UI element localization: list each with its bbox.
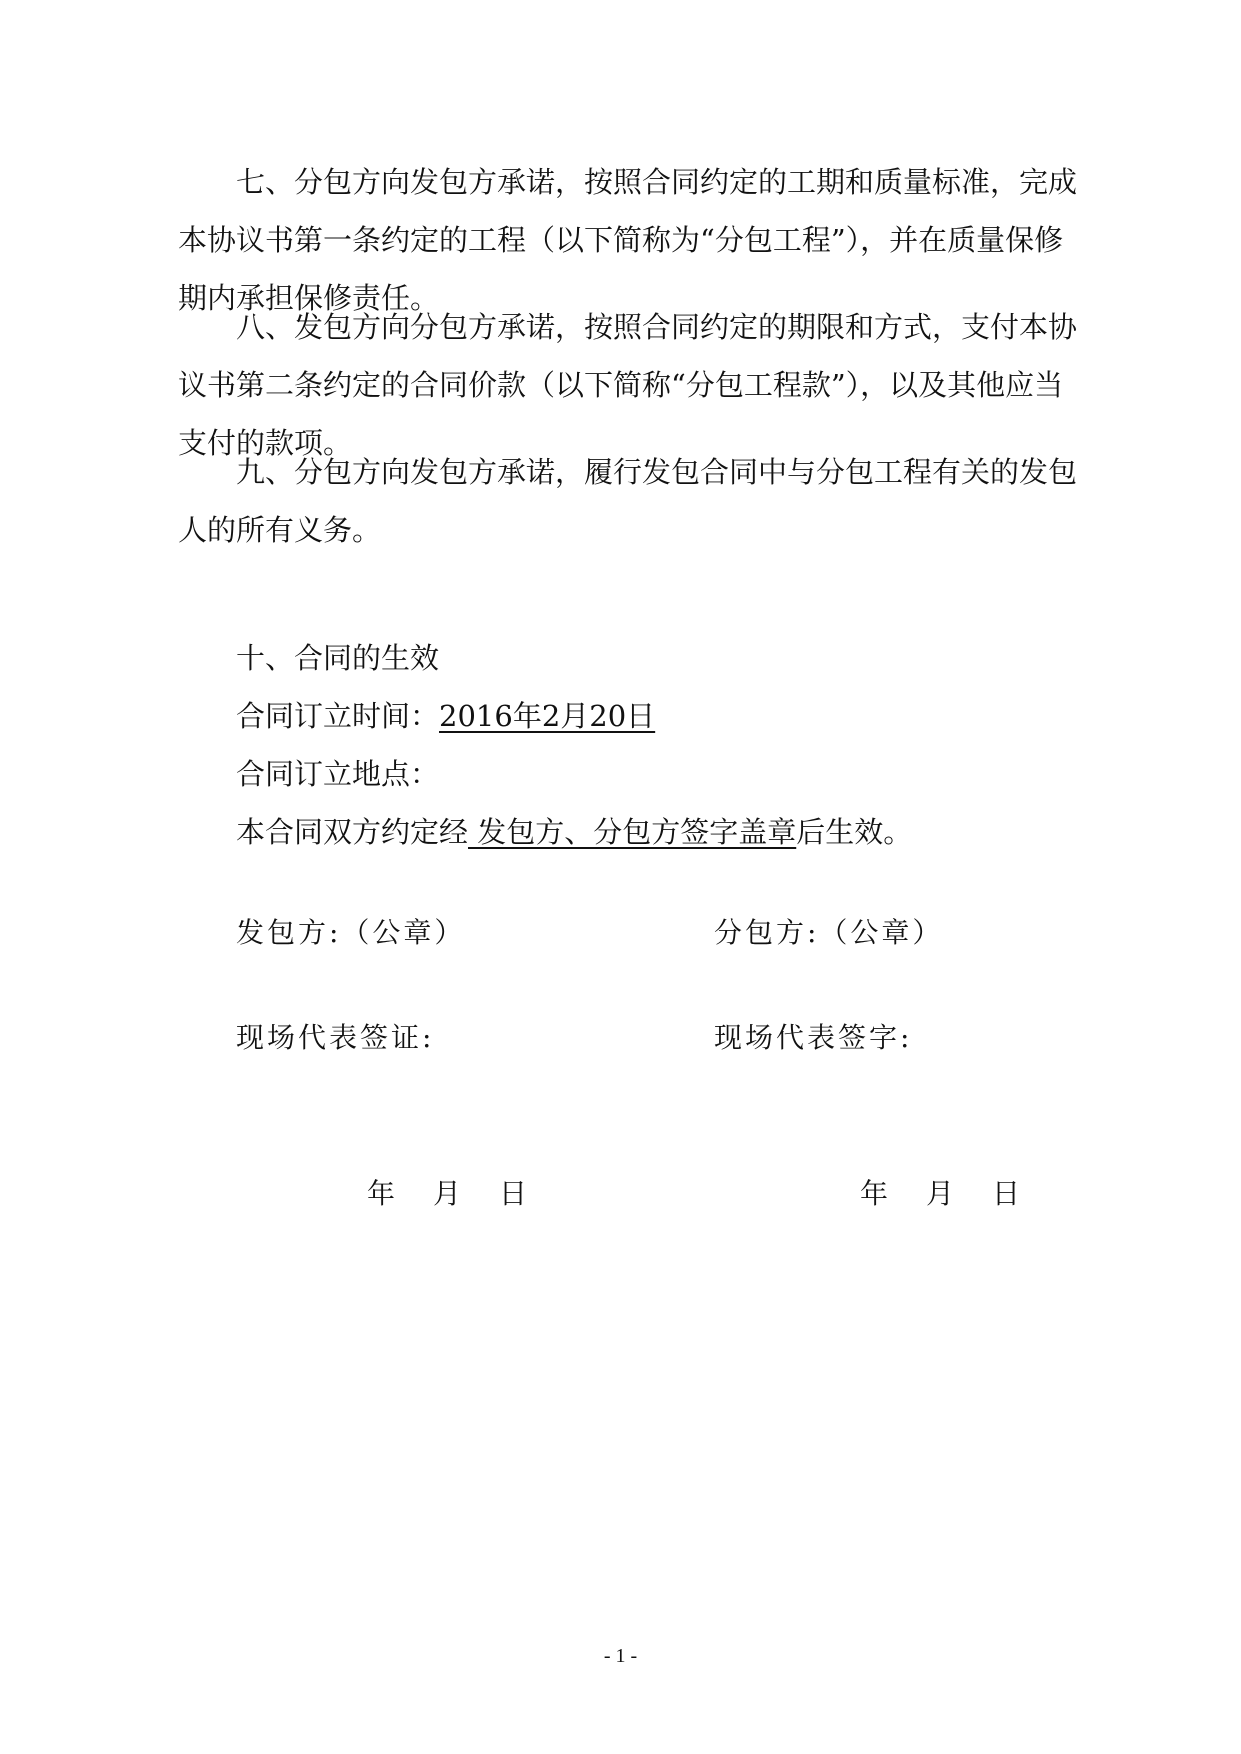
subcontractor-party-label: 分包方:（公章） <box>714 916 944 949</box>
effect-value: 发包方、分包方签字盖章 <box>468 815 797 849</box>
effect-prefix: 本合同双方约定经 <box>236 815 469 849</box>
signing-time-line <box>236 696 655 736</box>
subcontractor-date-month: 月 <box>926 1177 955 1210</box>
contractor-date-line <box>367 1172 527 1212</box>
effect-line <box>236 812 912 852</box>
subcontractor-date-line <box>860 1172 1020 1212</box>
clause-eight: 八、发包方向分包方承诺，按照合同约定的期限和方式，支付本协议书第二条约定的合同价款（以下简称“分包工程款”），以及其他应当支付的款项。 <box>178 310 1078 460</box>
clause-nine: 九、分包方向发包方承诺，履行发包合同中与分包工程有关的发包人的所有义务。 <box>178 455 1078 547</box>
contractor-date-day: 日 <box>499 1177 528 1210</box>
effect-suffix: 后生效。 <box>796 815 913 849</box>
contractor-rep-label: 现场代表签证: <box>236 1021 435 1054</box>
signing-time-value: 2016年2月20日 <box>439 699 656 733</box>
contractor-party-label: 发包方:（公章） <box>236 916 466 949</box>
signing-place-label: 合同订立地点： <box>236 757 440 791</box>
clause-seven: 七、分包方向发包方承诺，按照合同约定的工期和质量标准，完成本协议书第一条约定的工程（以下简称为“分包工程”），并在质量保修期内承担保修责任。 <box>178 165 1078 315</box>
subcontractor-date-year: 年 <box>860 1177 889 1210</box>
contractor-date-year: 年 <box>367 1177 396 1210</box>
clause-ten-title: 十、合同的生效 <box>236 641 440 675</box>
signing-time-label: 合同订立时间： <box>236 699 440 733</box>
subcontractor-rep-label: 现场代表签字: <box>714 1021 913 1054</box>
page-number: - 1 - <box>603 1645 638 1667</box>
contractor-date-month: 月 <box>433 1177 462 1210</box>
subcontractor-date-day: 日 <box>992 1177 1021 1210</box>
